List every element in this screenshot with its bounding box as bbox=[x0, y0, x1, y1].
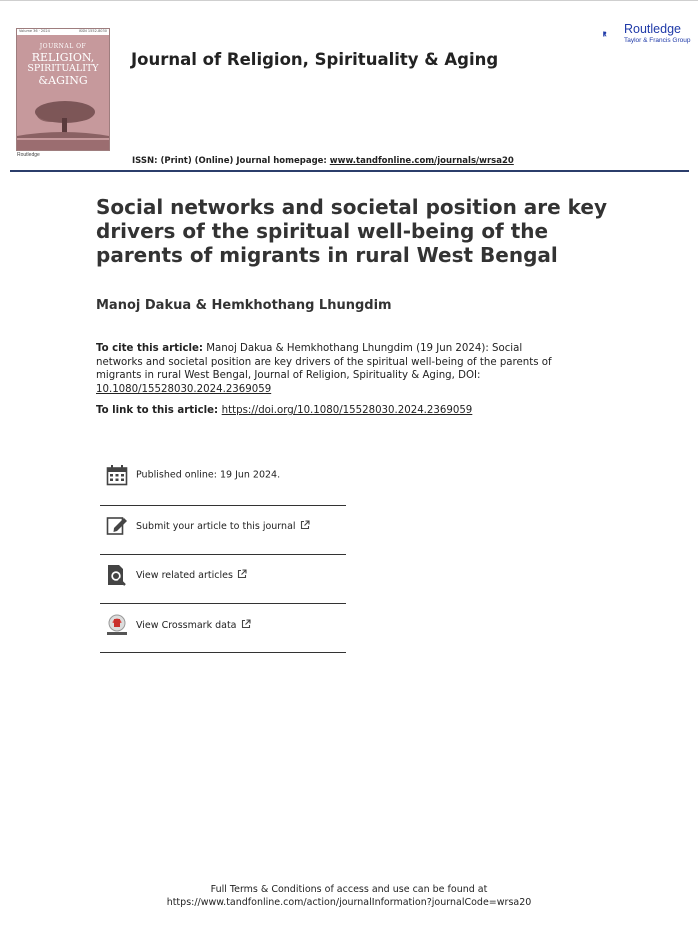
published-online-row bbox=[100, 451, 346, 499]
footer-terms-text: Full Terms & Conditions of access and use can be found at bbox=[210, 884, 488, 895]
related-articles-text: View related articles bbox=[136, 570, 233, 581]
article-authors: Manoj Dakua & Hemkhothang Lhungdim bbox=[96, 298, 392, 313]
cover-spirituality: SPIRITUALITY bbox=[27, 63, 99, 74]
cover-volume: Volume 36 · 2024 bbox=[19, 29, 50, 33]
cover-footer-strip bbox=[17, 140, 109, 150]
crossmark-row[interactable] bbox=[100, 601, 346, 649]
header-rule bbox=[10, 170, 689, 172]
cover-header-strip bbox=[17, 29, 109, 35]
footer-terms-link[interactable]: https://www.tandfonline.com/action/journalInformation?journalCode=wrsa20 bbox=[166, 896, 532, 908]
calendar-icon bbox=[106, 464, 128, 486]
journal-cover-image[interactable] bbox=[16, 28, 110, 151]
external-link-icon bbox=[241, 619, 251, 629]
journal-title: Journal of Religion, Spirituality & Aging bbox=[131, 50, 499, 69]
article-doi-link[interactable]: https://doi.org/10.1080/15528030.2024.2369059 bbox=[221, 405, 473, 416]
issn-prefix: ISSN: (Print) (Online) Journal homepage: bbox=[132, 156, 330, 166]
citation-block bbox=[96, 342, 566, 396]
issn-line bbox=[132, 156, 514, 166]
link-label: To link to this article: bbox=[96, 405, 222, 416]
cite-label: To cite this article: bbox=[96, 343, 203, 354]
top-rule bbox=[0, 0, 698, 1]
submit-article-text: Submit your article to this journal bbox=[136, 521, 296, 532]
related-articles-row[interactable] bbox=[100, 551, 346, 599]
publisher-subtitle: Taylor & Francis Group bbox=[624, 37, 691, 44]
cover-journal-of: JOURNAL OF bbox=[39, 43, 87, 50]
cover-aging: &AGING bbox=[38, 74, 88, 87]
external-link-icon bbox=[300, 520, 310, 530]
crossmark-link[interactable] bbox=[136, 619, 251, 631]
cite-doi-link[interactable]: 10.1080/15528030.2024.2369059 bbox=[96, 383, 272, 395]
cover-publisher-small: Routledge bbox=[17, 152, 40, 158]
row-divider bbox=[100, 652, 346, 653]
published-online-text: Published online: 19 Jun 2024. bbox=[136, 469, 281, 481]
journal-homepage-link[interactable]: www.tandfonline.com/journals/wrsa20 bbox=[329, 156, 514, 166]
cover-issn: ISSN 1552-8030 bbox=[78, 29, 107, 33]
footer bbox=[0, 884, 698, 909]
routledge-logo-icon[interactable] bbox=[603, 21, 621, 47]
cite-text: Manoj Dakua & Hemkhothang Lhungdim (19 Jun 2024): Social networks and societal position are key drivers of the spiritual well-being of the parents of migrants in rural West Bengal, Journal of Religion, Spirituality & Aging, DOI: bbox=[96, 343, 552, 382]
publisher-name: Routledge bbox=[624, 22, 681, 36]
crossmark-text: View Crossmark data bbox=[136, 620, 237, 631]
cover-religion: RELIGION, bbox=[31, 51, 95, 64]
article-title: Social networks and societal position are key drivers of the spiritual well-being of the parents of migrants in rural West Bengal bbox=[96, 195, 608, 267]
article-link-line bbox=[96, 405, 472, 416]
submit-article-link[interactable] bbox=[136, 520, 310, 532]
related-articles-link[interactable] bbox=[136, 569, 247, 581]
edit-document-icon bbox=[106, 515, 128, 537]
cover-tree-illustration bbox=[17, 98, 109, 138]
external-link-icon bbox=[237, 569, 247, 579]
search-document-icon bbox=[106, 564, 128, 586]
crossmark-icon bbox=[106, 614, 128, 636]
submit-article-row[interactable] bbox=[100, 502, 346, 550]
